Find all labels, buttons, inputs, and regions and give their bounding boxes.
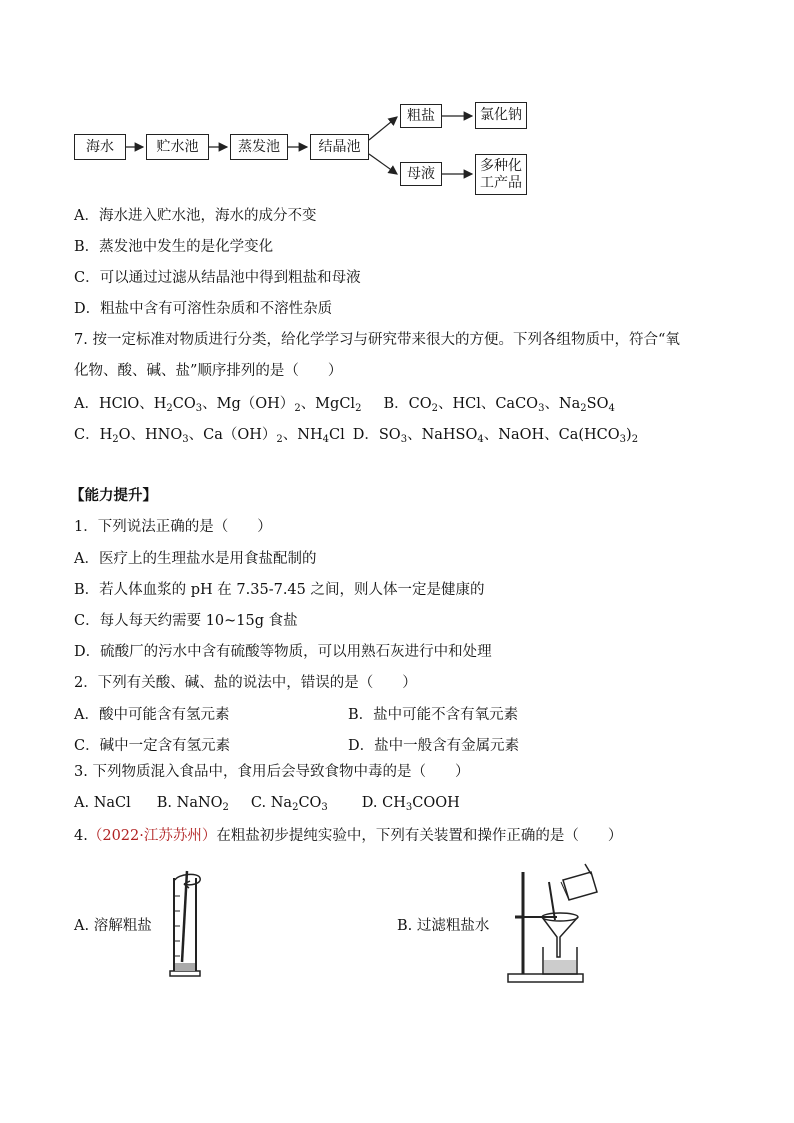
p3-option-d-label: D. CH <box>361 795 406 811</box>
p4-stem-text: 在粗盐初步提纯实验中，下列有关装置和操作正确的是（ ） <box>216 828 623 844</box>
box-chemical-products <box>475 154 527 195</box>
p4-option-a: A. 溶解粗盐 <box>74 918 152 934</box>
q6-option-d: D．粗盐中含有可溶性杂质和不溶性杂质 <box>74 301 333 317</box>
q6-option-a: A．海水进入贮水池，海水的成分不变 <box>74 208 317 224</box>
p3-option-a: A. NaCl <box>74 795 131 811</box>
graduated-cylinder-illustration <box>160 866 220 981</box>
box-crude-salt: 粗盐 <box>400 104 442 128</box>
p2-option-a: A．酸中可能含有氢元素 <box>74 707 230 723</box>
q7-option-b-label: B． <box>383 396 409 412</box>
products-line-2: 工产品 <box>480 174 522 191</box>
p4-option-b: B. 过滤粗盐水 <box>397 918 490 934</box>
box-mother-liquor: 母液 <box>400 162 442 186</box>
p1-option-d: D．硫酸厂的污水中含有硫酸等物质，可以用熟石灰进行中和处理 <box>74 644 492 660</box>
p3-option-b-label: B. NaNO <box>156 795 223 811</box>
p1-option-c: C．每人每天约需要 10~15g 食盐 <box>74 613 298 629</box>
flowchart-arrows <box>0 0 794 220</box>
q7-option-c-label: C． <box>74 427 100 443</box>
p2-stem: 2．下列有关酸、碱、盐的说法中，错误的是（ ） <box>74 675 417 691</box>
q7-option-a-label: A． <box>74 396 99 412</box>
box-seawater: 海水 <box>74 134 126 160</box>
box-sodium-chloride: 氯化钠 <box>475 102 527 129</box>
q7-options-ab: A．HClO、$H_2CO_3$、$Mg(OH)_2$、MgCl$_2$ B．$CO_2$、HCl、CaCO$_3$、$Na_2SO_4$ <box>74 396 615 414</box>
q6-option-c: C．可以通过过滤从结晶池中得到粗盐和母液 <box>74 270 361 286</box>
p2-option-b: B．盐中可能不含有氧元素 <box>348 707 519 723</box>
p1-option-a: A．医疗上的生理盐水是用食盐配制的 <box>74 551 317 567</box>
p3-stem: 3. 下列物质混入食品中，食用后会导致食物中毒的是（ ） <box>74 764 470 780</box>
q7-stem-line-1: 7. 按一定标准对物质进行分类，给化学学习与研究带来很大的方便。下列各组物质中，符合“氧 <box>74 332 680 348</box>
p4-source: （2022·江苏苏州） <box>87 828 217 844</box>
p3-options: A. NaCl B. NaNO$_2$ C. $Na_2CO_3$ D. $CH_3COOH$ <box>74 795 460 813</box>
p2-option-c: C．碱中一定含有氢元素 <box>74 738 231 754</box>
box-crystallization-pond: 结晶池 <box>310 134 369 160</box>
q7-option-d-label: D． <box>352 427 379 443</box>
p1-stem: 1．下列说法正确的是（ ） <box>74 519 272 535</box>
p4-number: 4. <box>74 828 88 844</box>
section-title-ability: 【能力提升】 <box>70 487 157 504</box>
p3-option-c-label: C. Na <box>250 795 293 811</box>
p2-option-d: D．盐中一般含有金属元素 <box>348 738 520 754</box>
q7-stem-line-2: 化物、酸、碱、盐”顺序排列的是（ ） <box>74 363 343 379</box>
box-evaporation-pond: 蒸发池 <box>230 134 288 160</box>
box-reservoir: 贮水池 <box>146 134 209 160</box>
products-line-1: 多种化 <box>480 157 522 174</box>
filtration-setup-illustration <box>505 862 615 987</box>
p1-option-b: B．若人体血浆的 pH 在 7.35-7.45 之间，则人体一定是健康的 <box>74 582 485 598</box>
q6-option-b: B．蒸发池中发生的是化学变化 <box>74 239 274 255</box>
q7-options-cd: C．$H_2O$、$HNO_3$、$Ca(OH)_2$、$NH_4Cl$ D．$SO_3$、NaHSO$_4$、NaOH、$Ca(HCO_3)_2$ <box>74 427 639 445</box>
p4-stem <box>74 826 622 846</box>
